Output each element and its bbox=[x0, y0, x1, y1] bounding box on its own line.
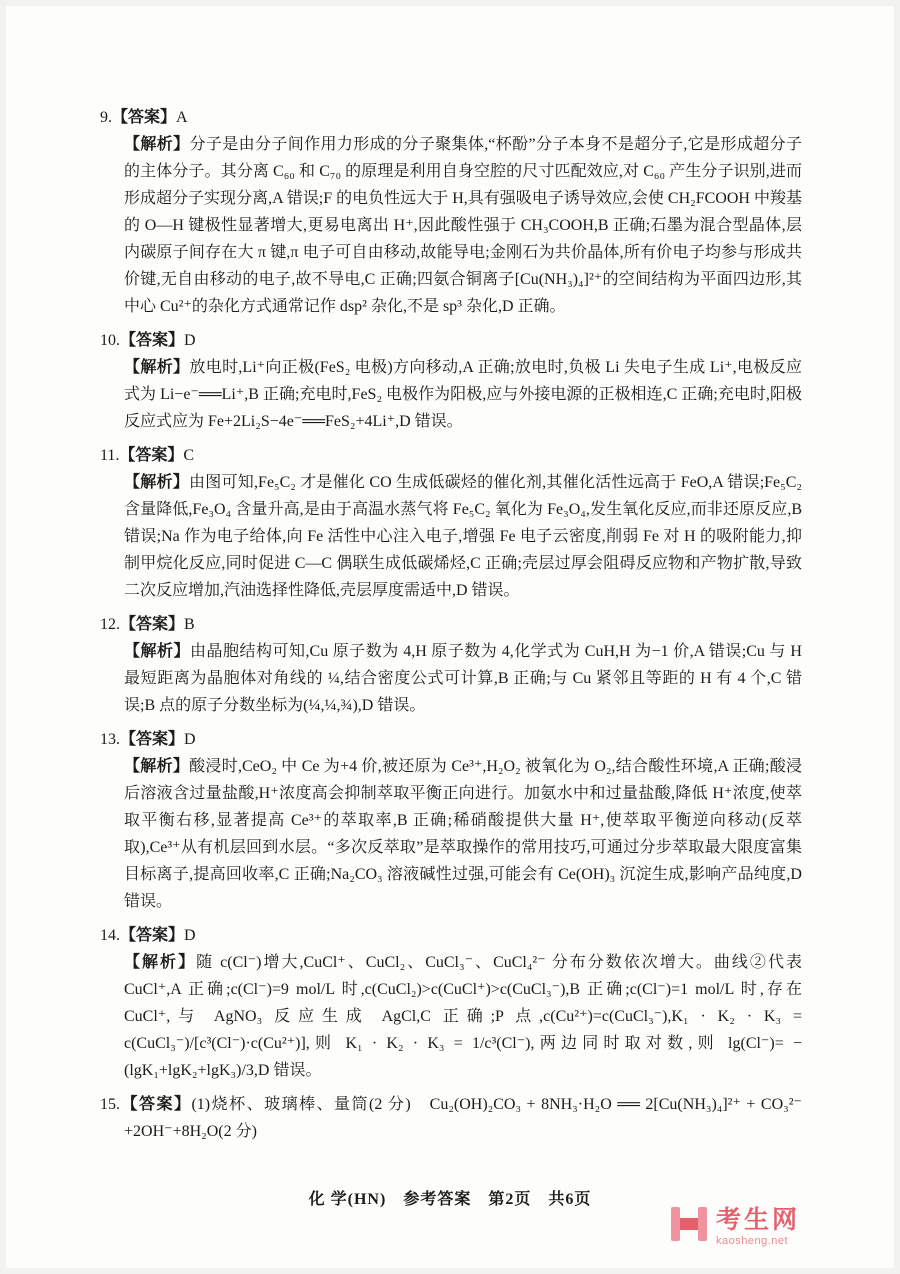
question-number: 12. bbox=[100, 616, 120, 633]
answer-value: A bbox=[176, 109, 188, 126]
watermark-site-url: kaosheng.net bbox=[715, 1234, 789, 1247]
answer-label: 【答案】 bbox=[112, 109, 177, 126]
answer-item-10 bbox=[100, 327, 802, 435]
item-analysis bbox=[124, 638, 802, 719]
page-footer: 化 学(HN) 参考答案 第2页 共6页 bbox=[308, 1191, 592, 1208]
kaosheng-logo-icon bbox=[670, 1206, 708, 1247]
item-head bbox=[100, 442, 802, 469]
question-number: 14. bbox=[100, 927, 120, 944]
answer-item-9 bbox=[100, 104, 802, 320]
analysis-label: 【解析】 bbox=[124, 758, 190, 775]
question-number: 10. bbox=[100, 332, 120, 349]
analysis-label: 【解析】 bbox=[124, 954, 197, 971]
item-head bbox=[100, 726, 802, 753]
answer-value: D bbox=[184, 731, 196, 748]
answer-item-11 bbox=[100, 442, 802, 604]
answer-item-15 bbox=[100, 1091, 802, 1145]
answer-label: 【答案】 bbox=[120, 332, 185, 349]
item-analysis bbox=[124, 949, 802, 1084]
item-head bbox=[100, 1091, 802, 1145]
analysis-label: 【解析】 bbox=[124, 643, 191, 660]
question-number: 15. bbox=[100, 1096, 120, 1113]
item-analysis bbox=[124, 354, 802, 435]
answer-item-12 bbox=[100, 611, 802, 719]
answer-label: 【答案】 bbox=[120, 1096, 192, 1113]
site-watermark bbox=[670, 1206, 800, 1247]
analysis-label: 【解析】 bbox=[124, 136, 190, 153]
item-analysis bbox=[124, 469, 802, 604]
item-head bbox=[100, 611, 802, 638]
question-number: 9. bbox=[100, 109, 112, 126]
item-head bbox=[100, 104, 802, 131]
question-number: 11. bbox=[100, 447, 120, 464]
answer-item-14 bbox=[100, 922, 802, 1084]
item-head bbox=[100, 327, 802, 354]
answer-value: B bbox=[184, 616, 195, 633]
watermark-text bbox=[716, 1206, 800, 1247]
analysis-label: 【解析】 bbox=[124, 359, 190, 376]
item-head bbox=[100, 922, 802, 949]
analysis-text: 分子是由分子间作用力形成的分子聚集体,“杯酚”分子本身不是超分子,它是形成超分子的主体分子。其分离 C₆₀ 和 C₇₀ 的原理是利用自身空腔的尺寸匹配效应,对 C₆₀ 产生分子识别,进而形成超分子实现分离,A 错误;F 的电负性远大于 H,具有强吸电子诱导效应,会使 CH₂FCOOH 中羧基的 O—H 键极性显著增大,更易电离出 H⁺,因此酸性强于 CH₃COOH,B 正确;石墨为混合型晶体,层内碳原子间存在大 π 键,π 电子可自由移动,故能导电;金刚石为共价晶体,所有价电子均参与形成共价键,无自由移动的电子,故不导电,C 正确;四氨合铜离子[Cu(NH₃)₄]²⁺的空间结构为平面四边形,其中心 Cu²⁺的杂化方式通常记作 dsp² 杂化,不是 sp³ 杂化,D 正确。 bbox=[124, 136, 802, 315]
answer-label: 【答案】 bbox=[120, 731, 185, 748]
answer-label: 【答案】 bbox=[119, 447, 184, 464]
answer-label: 【答案】 bbox=[120, 616, 185, 633]
analysis-text: 由图可知,Fe₅C₂ 才是催化 CO 生成低碳烃的催化剂,其催化活性远高于 FeO,A 错误;Fe₅C₂ 含量降低,Fe₃O₄ 含量升高,是由于高温水蒸气将 Fe₅C₂ 氧化为 Fe₃O₄,发生氧化反应,而非还原反应,B 错误;Na 作为电子给体,向 Fe 活性中心注入电子,增强 Fe 电子云密度,削弱 Fe 对 H 的吸附能力,抑制甲烷化反应,同时促进 C—C 偶联生成低碳烯烃,C 正确;壳层过厚会阻碍反应物和产物扩散,导致二次反应增加,汽油选择性降低,壳层厚度需适中,D 错误。 bbox=[124, 474, 802, 599]
answer-item-13 bbox=[100, 726, 802, 915]
item-analysis bbox=[124, 753, 802, 915]
answer-value: (1)烧杯、玻璃棒、量筒(2 分) Cu₂(OH)₂CO₃ + 8NH₃·H₂O ══ 2[Cu(NH₃)₄]²⁺ + CO₃²⁻ +2OH⁻+8H₂O(2 分) bbox=[124, 1096, 802, 1140]
answer-value: D bbox=[184, 927, 196, 944]
analysis-label: 【解析】 bbox=[124, 474, 190, 491]
analysis-text: 由晶胞结构可知,Cu 原子数为 4,H 原子数为 4,化学式为 CuH,H 为−1 价,A 错误;Cu 与 H 最短距离为晶胞体对角线的 ¼,结合密度公式可计算,B 正确;与 Cu 紧邻且等距的 H 有 4 个,C 错误;B 点的原子分数坐标为(¼,¼,¾),D 错误。 bbox=[124, 643, 802, 714]
question-number: 13. bbox=[100, 731, 120, 748]
answer-label: 【答案】 bbox=[120, 927, 185, 944]
answer-value: D bbox=[184, 332, 196, 349]
answer-sheet-content bbox=[100, 104, 802, 1152]
analysis-text: 放电时,Li⁺向正极(FeS₂ 电极)方向移动,A 正确;放电时,负极 Li 失电子生成 Li⁺,电极反应式为 Li−e⁻══Li⁺,B 正确;充电时,FeS₂ 电极作为阳极,应与外接电源的正极相连,C 正确;充电时,阳极反应式应为 Fe+2Li₂S−4e⁻══FeS₂+4Li⁺,D 错误。 bbox=[124, 359, 802, 430]
answer-value: C bbox=[183, 447, 195, 464]
watermark-site-name: 考生网 bbox=[715, 1206, 800, 1234]
item-analysis bbox=[124, 131, 802, 320]
analysis-text: 随 c(Cl⁻)增大,CuCl⁺、CuCl₂、CuCl₃⁻、CuCl₄²⁻ 分布分数依次增大。曲线②代表 CuCl⁺,A 正确;c(Cl⁻)=9 mol/L 时,c(CuCl₂)>c(CuCl⁺)>c(CuCl₃⁻),B 正确;c(Cl⁻)=1 mol/L 时,存在 CuCl⁺,与 AgNO₃ 反应生成 AgCl,C 正确;P 点,c(Cu²⁺)=c(CuCl₃⁻),K₁ · K₂ · K₃ = c(CuCl₃⁻)/[c³(Cl⁻)·c(Cu²⁺)],则 K₁ · K₂ · K₃ = 1/c³(Cl⁻),两边同时取对数,则 lg(Cl⁻)= −(lgK₁+lgK₂+lgK₃)/3,D 错误。 bbox=[124, 954, 802, 1079]
analysis-text: 酸浸时,CeO₂ 中 Ce 为+4 价,被还原为 Ce³⁺,H₂O₂ 被氧化为 O₂,结合酸性环境,A 正确;酸浸后溶液含过量盐酸,H⁺浓度高会抑制萃取平衡正向进行。加氨水中和过量盐酸,降低 H⁺浓度,使萃取平衡右移,显著提高 Ce³⁺的萃取率,B 正确;稀硝酸提供大量 H⁺,使萃取平衡逆向移动(反萃取),Ce³⁺从有机层回到水层。“多次反萃取”是萃取操作的常用技巧,可通过分步萃取最大限度富集目标离子,提高回收率,C 正确;Na₂CO₃ 溶液碱性过强,可能会有 Ce(OH)₃ 沉淀生成,影响产品纯度,D 错误。 bbox=[124, 758, 802, 910]
